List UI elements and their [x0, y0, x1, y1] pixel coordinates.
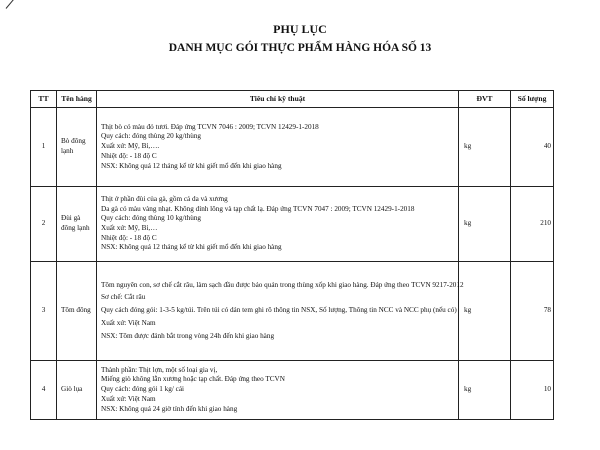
spec-line: Quy cách: đóng thùng 20 kg/thùng: [101, 132, 202, 141]
row-unit: kg: [459, 361, 511, 420]
row-name: [57, 108, 97, 187]
document-subtitle: DANH MỤC GÓI THỰC PHẨM HÀNG HÓA SỐ 13: [168, 42, 432, 54]
spec-line: Sơ chế: Cắt râu: [101, 293, 146, 302]
table-header-row: [31, 91, 554, 108]
spec-line: Quy cách đóng gói: 1-3-5 kg/túi. Trên túi có dán tem ghi rõ thông tin NSX, Số lượng, Thông tin NCC và NCC phụ (nếu có): [101, 306, 457, 315]
spec-line: Nhiệt độ: - 18 độ C: [101, 233, 157, 242]
table-row: [31, 187, 554, 262]
header-qty: Số lượng: [511, 91, 554, 108]
row-name: [57, 361, 97, 420]
table-row: [31, 361, 554, 420]
scan-mark: [6, 0, 16, 9]
row-unit: kg: [459, 262, 511, 361]
row-tt: 2: [31, 187, 57, 262]
spec-line: Nhiệt độ: - 18 độ C: [101, 151, 157, 160]
row-name-line: Đùi gà: [61, 214, 81, 223]
spec-line: NSX: Không quá 24 giờ tính đến khi giao hàng: [101, 404, 238, 413]
table-row: [31, 108, 554, 187]
header-spec: Tiêu chí kỹ thuật: [97, 91, 459, 108]
spec-line: Thịt ở phần đùi của gà, gồm cả da và xương: [101, 194, 228, 203]
spec-line: Xuất xứ: Mỹ, Bỉ,….: [101, 142, 160, 151]
row-qty: 40: [511, 108, 554, 187]
row-name-line: Giò lụa: [61, 385, 83, 394]
goods-table: [30, 90, 554, 420]
row-name-line: lạnh: [61, 147, 74, 155]
row-spec: [97, 361, 459, 420]
document-title: PHỤ LỤC: [273, 22, 327, 36]
header-name: Tên hàng: [57, 91, 97, 108]
row-name-line: Bò đông: [61, 137, 86, 146]
row-spec: [97, 108, 459, 187]
row-name: [57, 262, 97, 361]
spec-line: NSX: Không quá 12 tháng kể từ khi giết mổ đến khi giao hàng: [101, 243, 282, 252]
spec-line: Tôm nguyên con, sơ chế cắt râu, làm sạch đầu được bảo quản trong thùng xốp khi giao hàng. Đáp ứng theo TCVN 9217-2012: [101, 280, 464, 289]
spec-line: Miếng giò không lẫn xương hoặc tạp chất. Đáp ứng theo TCVN: [101, 375, 285, 384]
header-unit: ĐVT: [459, 91, 511, 108]
spec-line: Xuất xứ: Việt Nam: [101, 394, 156, 403]
spec-line: Quy cách: đóng thùng 10 kg/thùng: [101, 214, 202, 223]
row-spec: [97, 262, 464, 361]
row-name: [57, 187, 97, 262]
row-tt: 3: [31, 262, 57, 361]
row-tt: 1: [31, 108, 57, 187]
header-tt: TT: [31, 91, 57, 108]
spec-line: Thành phần: Thịt lợn, một số loại gia vị,: [101, 365, 218, 374]
spec-line: Quy cách: đóng gói 1 kg/ cái: [101, 385, 185, 394]
row-qty: 210: [511, 187, 554, 262]
spec-line: NSX: Không quá 12 tháng kể từ khi giết mổ đến khi giao hàng: [101, 161, 282, 170]
row-unit: kg: [459, 187, 511, 262]
row-unit: kg: [459, 108, 511, 187]
spec-line: Thịt bò có màu đỏ tươi. Đáp ứng TCVN 7046 : 2009; TCVN 12429-1-2018: [101, 122, 319, 131]
table-row: [31, 262, 554, 361]
spec-line: NSX: Tôm được đánh bắt trong vòng 24h đến khi giao hàng: [101, 331, 275, 340]
spec-line: Xuất xứ: Mỹ, Bỉ,…: [101, 224, 158, 232]
row-spec: [97, 187, 459, 262]
row-tt: 4: [31, 361, 57, 420]
row-name-line: Tôm đông: [61, 306, 91, 315]
spec-line: Xuất xứ: Việt Nam: [101, 318, 156, 327]
spec-line: Da gà có màu vàng nhạt. Không dính lông và tạp chất lạ. Đáp ứng TCVN 7047 : 2009; TCVN 12429-1-2018: [101, 204, 415, 213]
row-name-line: đông lạnh: [61, 224, 90, 232]
row-qty: 10: [511, 361, 554, 420]
row-qty: 78: [511, 262, 554, 361]
